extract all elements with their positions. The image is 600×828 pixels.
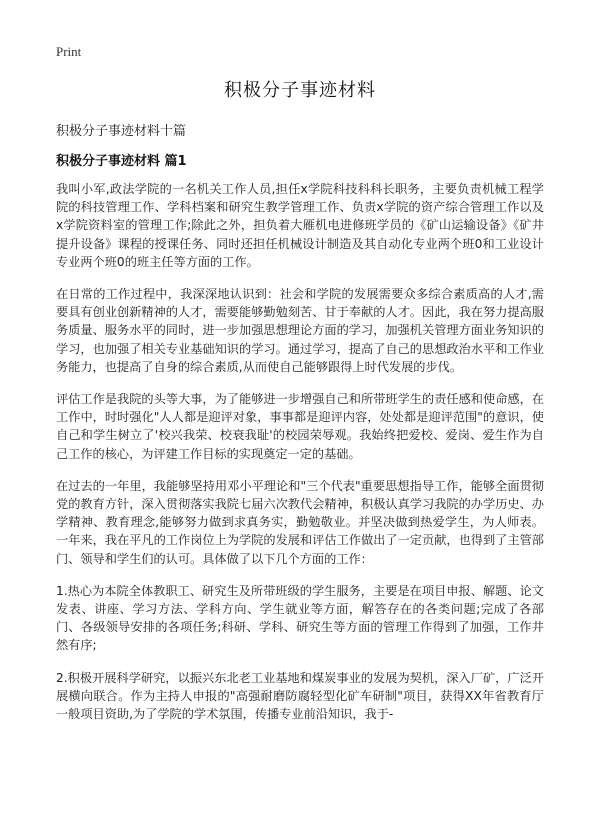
paragraph-6: 2.积极开展科学研究，以振兴东北老工业基地和煤炭事业的发展为契机，深入厂矿，广泛开展横向联合。作为主持人申报的"高强耐磨防腐轻型化矿车研制"项目，获得XX年省教育厅一般项目资助,为了学院的学术氛围，传播专业前沿知识，我于- xyxy=(56,670,544,722)
paragraph-5: 1.热心为本院全体教职工、研究生及所带班级的学生服务，主要是在项目申报、解题、论文发表、讲座、学习方法、学科方向、学生就业等方面，解答存在的各类问题;完成了各部门、各级领导安排的各项任务;科研、学科、研究生等方面的管理工作得到了加强，工作井然有序; xyxy=(56,583,544,653)
print-link[interactable]: Print xyxy=(56,44,82,59)
page-title: 积极分子事迹材料 xyxy=(224,80,376,101)
paragraph-4: 在过去的一年里，我能够坚持用邓小平理论和"三个代表"重要思想指导工作，能够全面贯彻党的教育方针，深入贯彻落实我院七届六次教代会精神，积极认真学习我院的办学历史、办学精神、教育理念,能够努力做到求真务实，勤勉敬业。并坚决做到热爱学生，为人师表。一年来，我在平凡的工作岗位上为学院的发展和评估工作做出了一定贡献，也得到了主管部门、领导和学生们的认可。具体做了以下几个方面的工作： xyxy=(56,478,544,566)
document-subtitle: 积极分子事迹材料十篇 xyxy=(56,124,187,139)
paragraph-2: 在日常的工作过程中，我深深地认识到：社会和学院的发展需要众多综合素质高的人才,需要具有创业创新精神的人才，需要能够勤勉刻苦、甘于奉献的人才。因此，我在努力提高服务质量、服务水平的同时，进一步加强思想理论方面的学习，加强机关管理方面业务知识的学习，也加强了相关专业基础知识的学习。通过学习，提高了自己的思想政治水平和工作业务能力，也提高了自身的综合素质,从而使自己能够跟得上时代发展的步伐。 xyxy=(56,287,544,374)
article-body xyxy=(56,180,544,737)
paragraph-1: 我叫小军,政法学院的一名机关工作人员,担任x学院科技科科长职务，主要负责机械工程学院的科技管理工作、学科档案和研究生教学管理工作、负责x学院的资产综合管理工作以及x学院资料室的管理工作;除此之外，担负着大雁机电进修班学员的《矿山运输设备》《矿井提升设备》课程的授课任务、同时还担任机械设计制造及其自动化专业两个班0和工业设计专业两个班0的班主任等方面的工作。 xyxy=(56,182,544,269)
paragraph-3: 评估工作是我院的头等大事，为了能够进一步增强自己和所带班学生的责任感和使命感，在工作中，时时强化"人人都是迎评对象，事事都是迎评内容，处处都是迎评范围"的意识，使自己和学生树立了'校兴我荣、校衰我耻'的校园荣辱观。我始终把爱校、爱岗、爱生作为自己工作的核心，为评建工作目标的实现奠定一定的基础。 xyxy=(56,392,544,461)
section-heading: 积极分子事迹材料 篇1 xyxy=(56,154,187,169)
